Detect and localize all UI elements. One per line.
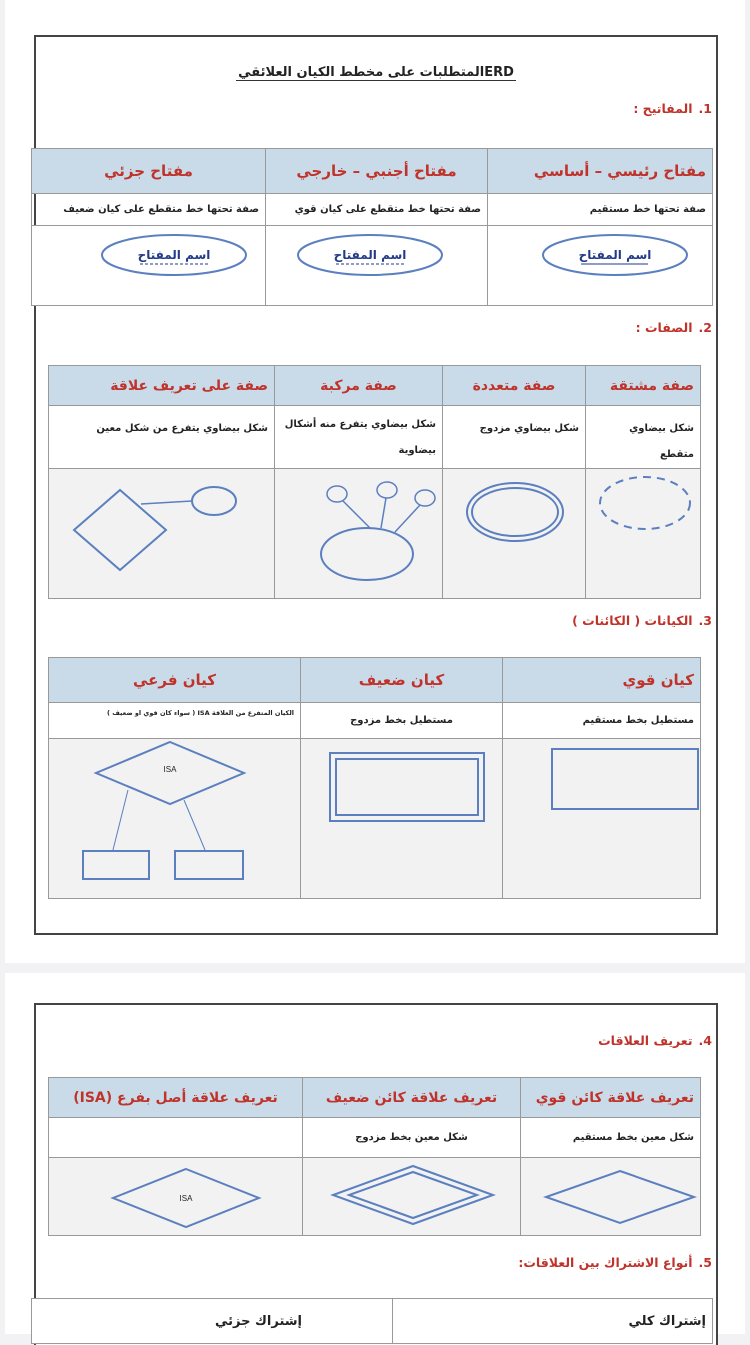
page-frame — [34, 35, 718, 935]
primary-key-ellipse — [488, 227, 712, 305]
document-page-1 — [5, 0, 745, 963]
section-keys-heading: 1.المفاتيح : — [633, 101, 712, 116]
desc-derived-attribute: شكل بيضاوي متقطع — [586, 406, 701, 469]
isa-label: ISA — [179, 1193, 193, 1203]
table-row — [49, 1118, 701, 1158]
attributes-table — [48, 365, 701, 599]
participation-table — [31, 1298, 713, 1344]
table-header-row — [32, 1299, 713, 1344]
relationships-table — [48, 1077, 701, 1236]
composite-ellipse-shape — [275, 470, 442, 598]
desc-weak-entity: مستطيل بخط مزدوج — [301, 703, 503, 739]
double-diamond-shape — [303, 1159, 520, 1235]
shape-cell-foreign-key — [266, 226, 488, 306]
foreign-key-ellipse — [266, 227, 487, 305]
partial-key-label: اسم المفتاح — [137, 247, 211, 262]
header-strong-entity: كيان قوي — [503, 658, 701, 703]
header-strong-relationship: تعريف علاقة كائن قوي — [521, 1078, 701, 1118]
desc-partial-key: صفة تحتها خط متقطع على كيان ضعيف — [32, 194, 266, 226]
desc-sub-entity: الكيان المتفرع من العلاقة ISA ( سواء كان قوي او ضعيف ) — [49, 703, 301, 739]
table-row — [49, 739, 701, 899]
document-page-2 — [5, 973, 745, 1334]
double-rectangle-shape — [301, 740, 502, 898]
isa-label: ISA — [163, 764, 177, 774]
partial-key-ellipse — [32, 227, 265, 305]
table-header-row — [49, 1078, 701, 1118]
diamond-shape — [521, 1159, 700, 1235]
shape-cell-multivalued — [443, 469, 586, 599]
header-weak-entity: كيان ضعيف — [301, 658, 503, 703]
desc-isa-relationship — [49, 1118, 303, 1158]
diamond-with-ellipse-shape — [49, 470, 274, 598]
desc-foreign-key: صفة تحتها خط متقطع على كيان قوي — [266, 194, 488, 226]
primary-key-label: اسم المفتاح — [578, 247, 652, 262]
header-foreign-key: مفتاح أجنبي – خارجي — [266, 149, 488, 194]
shape-cell-relationship-attribute — [49, 469, 275, 599]
rectangle-shape — [503, 740, 700, 898]
shape-cell-derived — [586, 469, 701, 599]
header-derived-attribute: صفة مشتقة — [586, 366, 701, 406]
header-composite-attribute: صفة مركبة — [275, 366, 443, 406]
section-attributes-heading: 2.الصفات : — [635, 320, 712, 335]
table-row — [49, 703, 701, 739]
table-header-row — [32, 149, 713, 194]
header-sub-entity: كيان فرعي — [49, 658, 301, 703]
shape-cell-weak-relationship — [303, 1158, 521, 1236]
table-row — [32, 194, 713, 226]
table-row — [49, 1158, 701, 1236]
shape-cell-strong-relationship — [521, 1158, 701, 1236]
foreign-key-label: اسم المفتاح — [333, 247, 407, 262]
desc-relationship-attribute: شكل بيضاوي يتفرع من شكل معين — [49, 406, 275, 469]
header-isa-relationship: تعريف علاقة أصل بفرع (ISA) — [49, 1078, 303, 1118]
table-header-row — [49, 366, 701, 406]
header-primary-key: مفتاح رئيسي – أساسي — [488, 149, 713, 194]
desc-strong-relationship: شكل معين بخط مستقيم — [521, 1118, 701, 1158]
section-participation-heading: 5.أنواع الاشتراك بين العلاقات: — [518, 1255, 712, 1270]
isa-tree-shape — [49, 740, 300, 898]
table-header-row — [49, 658, 701, 703]
document-title: المتطلبات على مخطط الكيان العلائقيERD — [238, 65, 514, 80]
table-row — [32, 226, 713, 306]
dashed-ellipse-shape — [586, 470, 700, 598]
isa-diamond-shape — [49, 1159, 302, 1235]
desc-strong-entity: مستطيل بخط مستقيم — [503, 703, 701, 739]
desc-primary-key: صفة تحتها خط مستقيم — [488, 194, 713, 226]
table-row — [49, 469, 701, 599]
desc-multivalued-attribute: شكل بيضاوي مزدوج — [443, 406, 586, 469]
desc-weak-relationship: شكل معين بخط مزدوج — [303, 1118, 521, 1158]
shape-cell-partial-key — [32, 226, 266, 306]
page-frame — [34, 1003, 718, 1345]
header-partial-key: مفتاح جزئي — [32, 149, 266, 194]
keys-table — [31, 148, 713, 306]
header-weak-relationship: تعريف علاقة كائن ضعيف — [303, 1078, 521, 1118]
header-partial-participation: إشتراك جزئي — [32, 1299, 393, 1344]
shape-cell-primary-key — [488, 226, 713, 306]
entities-table — [48, 657, 701, 899]
section-relationships-heading: 4.تعريف العلاقات — [598, 1033, 712, 1048]
header-multivalued-attribute: صفة متعددة — [443, 366, 586, 406]
shape-cell-isa-relationship — [49, 1158, 303, 1236]
shape-cell-weak-entity — [301, 739, 503, 899]
header-total-participation: إشتراك كلي — [393, 1299, 713, 1344]
double-ellipse-shape — [443, 470, 585, 598]
desc-composite-attribute: شكل بيضاوي يتفرع منه أشكال بيضاوية — [275, 406, 443, 469]
header-relationship-attribute: صفة على تعريف علاقة — [49, 366, 275, 406]
section-entities-heading: 3.الكيانات ( الكائنات ) — [572, 613, 712, 628]
table-row — [49, 406, 701, 469]
shape-cell-composite — [275, 469, 443, 599]
shape-cell-sub-entity — [49, 739, 301, 899]
shape-cell-strong-entity — [503, 739, 701, 899]
